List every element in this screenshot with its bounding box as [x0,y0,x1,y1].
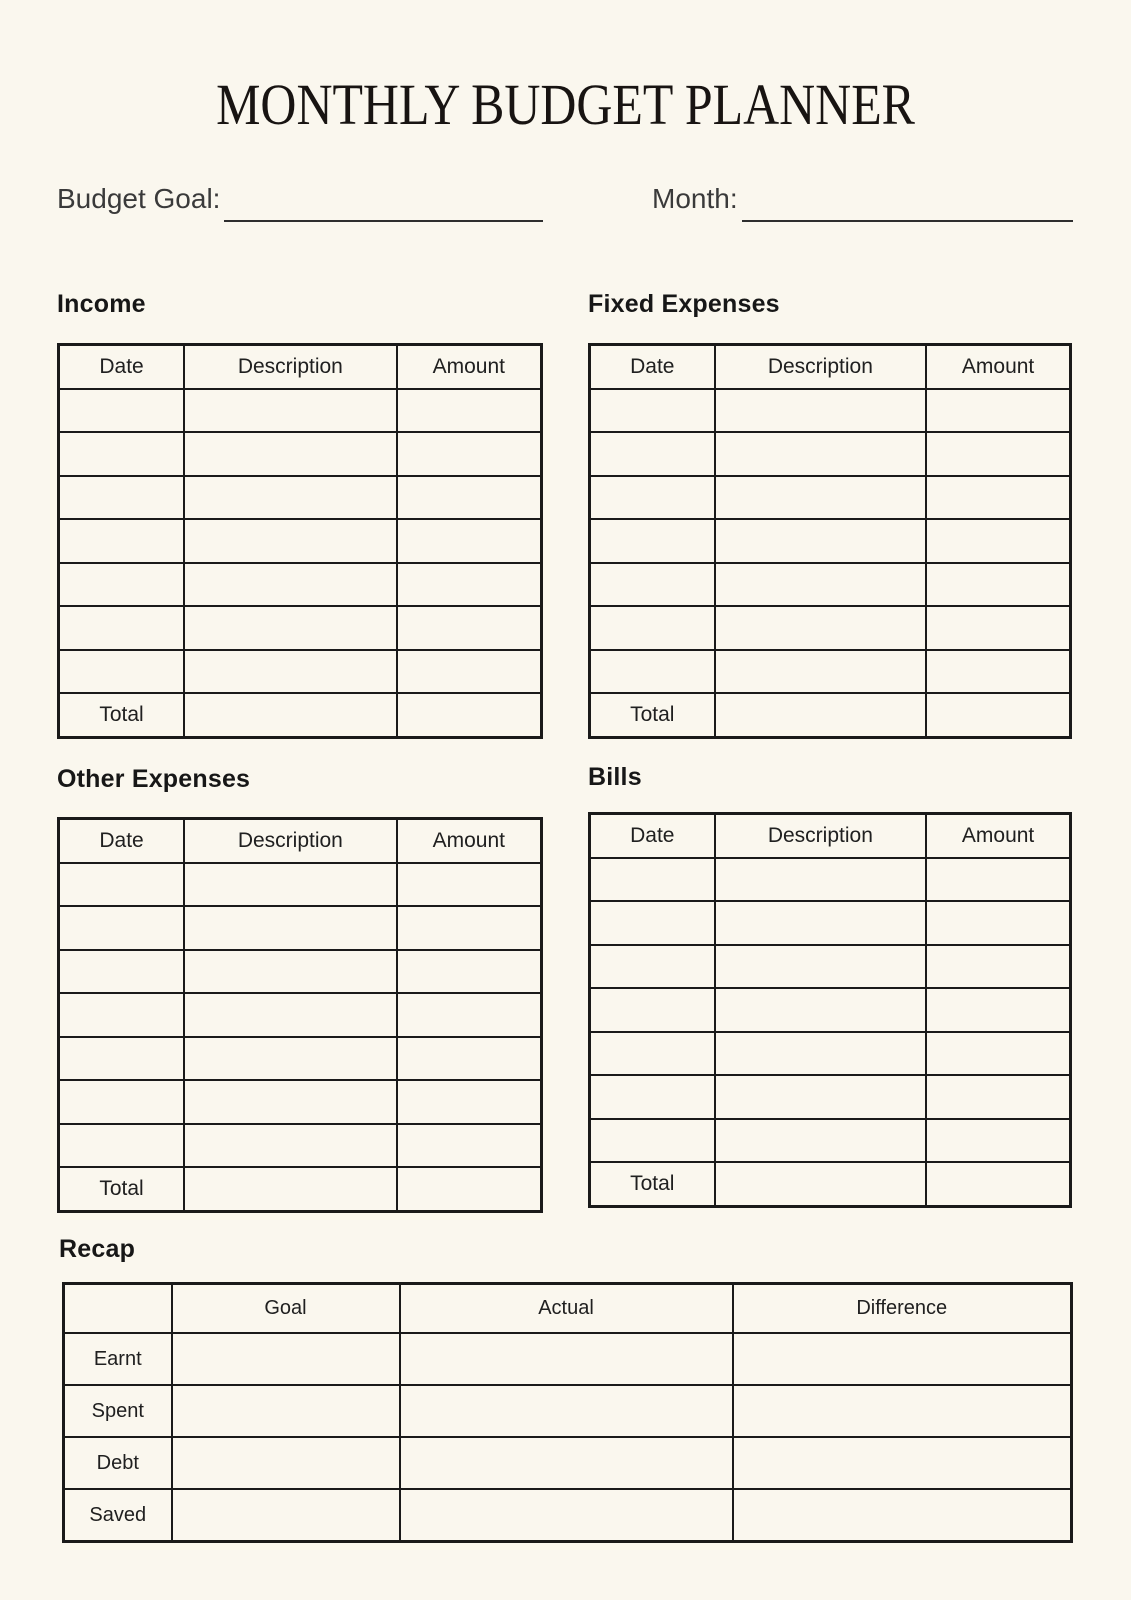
empty-cell [926,432,1070,476]
empty-cell [397,950,542,994]
fixed-expenses-total-label: Total [590,693,715,737]
empty-cell [59,389,185,433]
bills-table [588,812,1072,1208]
empty-cell [926,901,1070,945]
fixed-expenses-table [588,343,1072,739]
empty-cell [397,993,542,1037]
empty-row [590,858,1071,902]
recap-earnt-goal-cell [172,1333,400,1385]
empty-cell [59,863,185,907]
bills-col-amount: Amount [926,814,1070,858]
empty-row [59,650,542,694]
income-total-label: Total [59,693,185,737]
recap-row-saved [64,1489,1072,1542]
other-expenses-heading: Other Expenses [57,765,251,793]
month-fill-line [742,184,1073,222]
empty-row [59,519,542,563]
empty-cell [926,389,1070,433]
income-heading: Income [57,290,146,318]
empty-cell [715,519,927,563]
empty-row [590,988,1071,1032]
other-expenses-col-amount: Amount [397,819,542,863]
empty-cell [397,863,542,907]
empty-cell [59,606,185,650]
empty-cell [397,650,542,694]
fixed-expenses-heading: Fixed Expenses [588,290,780,318]
recap-spent-actual-cell [400,1385,733,1437]
empty-cell [715,650,927,694]
recap-row-saved-label: Saved [64,1489,172,1542]
bills-heading: Bills [588,763,642,791]
empty-row [590,389,1071,433]
recap-debt-goal-cell [172,1437,400,1489]
empty-cell [184,606,397,650]
empty-row [590,945,1071,989]
empty-row [590,1119,1071,1163]
income-col-date: Date [59,345,185,389]
recap-table [62,1282,1073,1543]
other-expenses-total-row [59,1167,542,1211]
empty-row [59,432,542,476]
empty-cell [184,950,397,994]
recap-row-earnt-label: Earnt [64,1333,172,1385]
income-total-description-cell [184,693,397,737]
empty-cell [184,650,397,694]
income-col-description: Description [184,345,397,389]
fixed-expenses-total-description-cell [715,693,927,737]
empty-row [590,606,1071,650]
empty-cell [59,432,185,476]
recap-row-spent [64,1385,1072,1437]
empty-cell [184,519,397,563]
empty-cell [59,1037,185,1081]
empty-cell [59,1080,185,1124]
empty-cell [184,389,397,433]
recap-col-goal: Goal [172,1284,400,1334]
bills-total-row [590,1162,1071,1206]
recap-saved-difference-cell [733,1489,1072,1542]
empty-cell [184,1080,397,1124]
empty-cell [397,519,542,563]
bills-header-row [590,814,1071,858]
income-total-row [59,693,542,737]
bills-col-date: Date [590,814,715,858]
empty-cell [590,1032,715,1076]
recap-row-earnt [64,1333,1072,1385]
empty-cell [397,1124,542,1168]
empty-row [59,863,542,907]
empty-cell [715,1032,927,1076]
empty-row [590,1032,1071,1076]
empty-cell [397,1080,542,1124]
empty-cell [590,432,715,476]
other-expenses-table [57,817,543,1213]
empty-cell [926,1119,1070,1163]
empty-row [59,950,542,994]
empty-cell [590,1075,715,1119]
empty-cell [184,563,397,607]
empty-cell [397,606,542,650]
empty-cell [926,1075,1070,1119]
other-expenses-col-date: Date [59,819,185,863]
empty-row [590,650,1071,694]
empty-cell [926,650,1070,694]
empty-cell [184,476,397,520]
bills-total-description-cell [715,1162,927,1206]
recap-earnt-actual-cell [400,1333,733,1385]
empty-cell [590,606,715,650]
empty-cell [397,563,542,607]
fixed-expenses-total-amount-cell [926,693,1070,737]
empty-row [59,389,542,433]
recap-col-actual: Actual [400,1284,733,1334]
empty-cell [590,945,715,989]
recap-col-blank [64,1284,172,1334]
fixed-expenses-total-row [590,693,1071,737]
empty-cell [184,432,397,476]
recap-spent-goal-cell [172,1385,400,1437]
empty-cell [59,1124,185,1168]
empty-cell [715,476,927,520]
recap-debt-actual-cell [400,1437,733,1489]
recap-row-spent-label: Spent [64,1385,172,1437]
empty-cell [397,476,542,520]
empty-row [59,563,542,607]
empty-cell [59,563,185,607]
empty-cell [590,988,715,1032]
month-field [652,184,1073,222]
empty-row [590,563,1071,607]
empty-cell [590,650,715,694]
empty-row [590,432,1071,476]
empty-cell [926,858,1070,902]
recap-row-debt-label: Debt [64,1437,172,1489]
empty-row [59,476,542,520]
empty-cell [59,993,185,1037]
empty-cell [397,906,542,950]
recap-saved-goal-cell [172,1489,400,1542]
fixed-expenses-col-date: Date [590,345,715,389]
bills-total-amount-cell [926,1162,1070,1206]
recap-spent-difference-cell [733,1385,1072,1437]
empty-cell [715,1075,927,1119]
empty-cell [715,945,927,989]
empty-row [59,993,542,1037]
other-expenses-total-description-cell [184,1167,397,1211]
fixed-expenses-col-description: Description [715,345,927,389]
empty-cell [926,1032,1070,1076]
fixed-expenses-col-amount: Amount [926,345,1070,389]
empty-cell [715,858,927,902]
budget-goal-fill-line [224,184,543,222]
recap-row-debt [64,1437,1072,1489]
empty-cell [715,1119,927,1163]
empty-cell [397,389,542,433]
empty-cell [184,993,397,1037]
recap-saved-actual-cell [400,1489,733,1542]
empty-cell [397,1037,542,1081]
budget-goal-label: Budget Goal: [57,183,221,214]
empty-row [59,606,542,650]
empty-cell [715,389,927,433]
empty-cell [926,988,1070,1032]
income-total-amount-cell [397,693,542,737]
empty-cell [926,606,1070,650]
empty-cell [59,906,185,950]
recap-col-difference: Difference [733,1284,1072,1334]
empty-cell [715,606,927,650]
fixed-expenses-header-row [590,345,1071,389]
empty-cell [590,389,715,433]
empty-cell [59,519,185,563]
empty-cell [184,1124,397,1168]
other-expenses-col-description: Description [184,819,397,863]
empty-row [59,906,542,950]
income-table [57,343,543,739]
empty-cell [397,432,542,476]
empty-cell [590,858,715,902]
recap-header-row [64,1284,1072,1334]
empty-row [59,1124,542,1168]
empty-cell [590,519,715,563]
income-header-row [59,345,542,389]
empty-cell [926,945,1070,989]
empty-cell [590,476,715,520]
empty-cell [59,650,185,694]
empty-cell [715,563,927,607]
empty-cell [590,1119,715,1163]
empty-row [59,1080,542,1124]
bills-col-description: Description [715,814,927,858]
month-label: Month: [652,183,738,214]
empty-cell [926,519,1070,563]
empty-row [590,476,1071,520]
recap-heading: Recap [59,1235,136,1263]
other-expenses-total-label: Total [59,1167,185,1211]
empty-cell [59,476,185,520]
recap-earnt-difference-cell [733,1333,1072,1385]
empty-row [590,519,1071,563]
empty-cell [926,476,1070,520]
other-expenses-total-amount-cell [397,1167,542,1211]
income-col-amount: Amount [397,345,542,389]
empty-row [590,1075,1071,1119]
empty-cell [590,563,715,607]
empty-cell [184,1037,397,1081]
empty-cell [184,906,397,950]
empty-cell [715,432,927,476]
empty-cell [590,901,715,945]
other-expenses-header-row [59,819,542,863]
empty-row [590,901,1071,945]
bills-total-label: Total [590,1162,715,1206]
empty-cell [184,863,397,907]
empty-cell [715,901,927,945]
empty-cell [715,988,927,1032]
empty-row [59,1037,542,1081]
empty-cell [926,563,1070,607]
page-title: MONTHLY BUDGET PLANNER [216,72,915,137]
recap-debt-difference-cell [733,1437,1072,1489]
budget-goal-field [57,184,543,222]
empty-cell [59,950,185,994]
